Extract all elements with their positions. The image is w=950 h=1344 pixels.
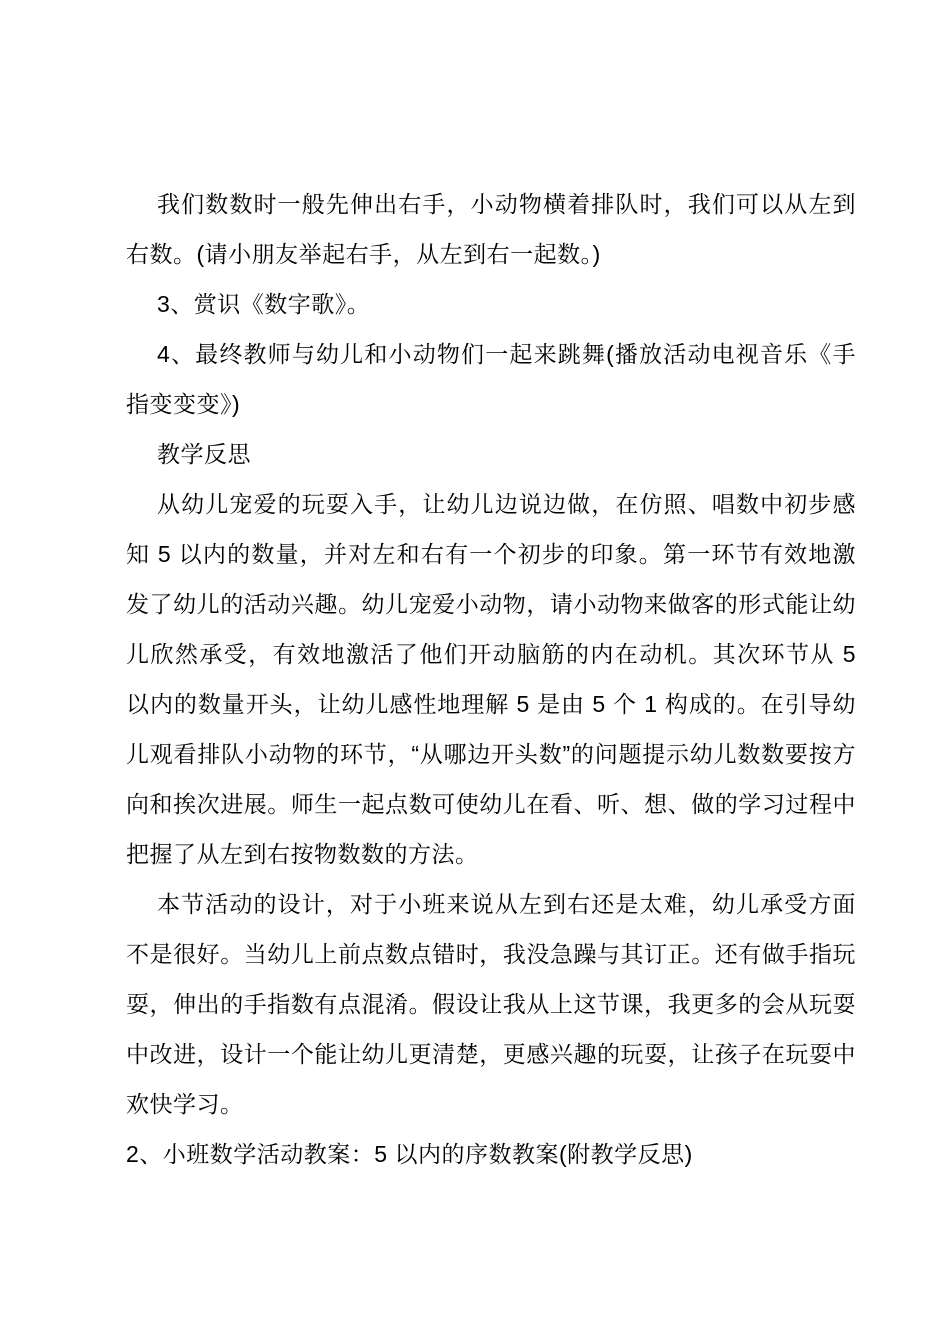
paragraph-reflection-analysis: 从幼儿宠爱的玩耍入手，让幼儿边说边做，在仿照、唱数中初步感知 5 以内的数量，并对左和右有一个初步的印象。第一环节有效地激发了幼儿的活动兴趣。幼儿宠爱小动物，请小动物来做客的形式能让幼儿欣然承受，有效地激活了他们开动脑筋的内在动机。其次环节从 5 以内的数量开头，让幼儿感性地理解 5 是由 5 个 1 构成的。在引导幼儿观看排队小动物的环节，“从哪边开头数”的问题提示幼儿数数要按方向和挨次进展。师生一起点数可使幼儿在看、听、想、做的学习过程中把握了从左到右按物数数的方法。: [126, 491, 856, 867]
paragraph-step-3-number-song: 3、赏识《数字歌》。: [157, 291, 371, 317]
document-content: [126, 179, 856, 1179]
heading-lesson-2-title: 2、小班数学活动教案：5 以内的序数教案(附教学反思): [126, 1141, 693, 1167]
heading-teaching-reflection: 教学反思: [157, 441, 251, 467]
paragraph-counting-right-hand: 我们数数时一般先伸出右手，小动物横着排队时，我们可以从左到右数。(请小朋友举起右手，从左到右一起数。): [126, 191, 856, 267]
paragraph-step-4-dance: 4、最终教师与幼儿和小动物们一起来跳舞(播放活动电视音乐《手指变变变》): [126, 341, 856, 417]
paragraph-reflection-improvement: 本节活动的设计，对于小班来说从左到右还是太难，幼儿承受方面不是很好。当幼儿上前点数点错时，我没急躁与其订正。还有做手指玩耍，伸出的手指数有点混淆。假设让我从上这节课，我更多的会从玩耍中改进，设计一个能让幼儿更清楚，更感兴趣的玩耍，让孩子在玩耍中欢快学习。: [126, 891, 856, 1117]
